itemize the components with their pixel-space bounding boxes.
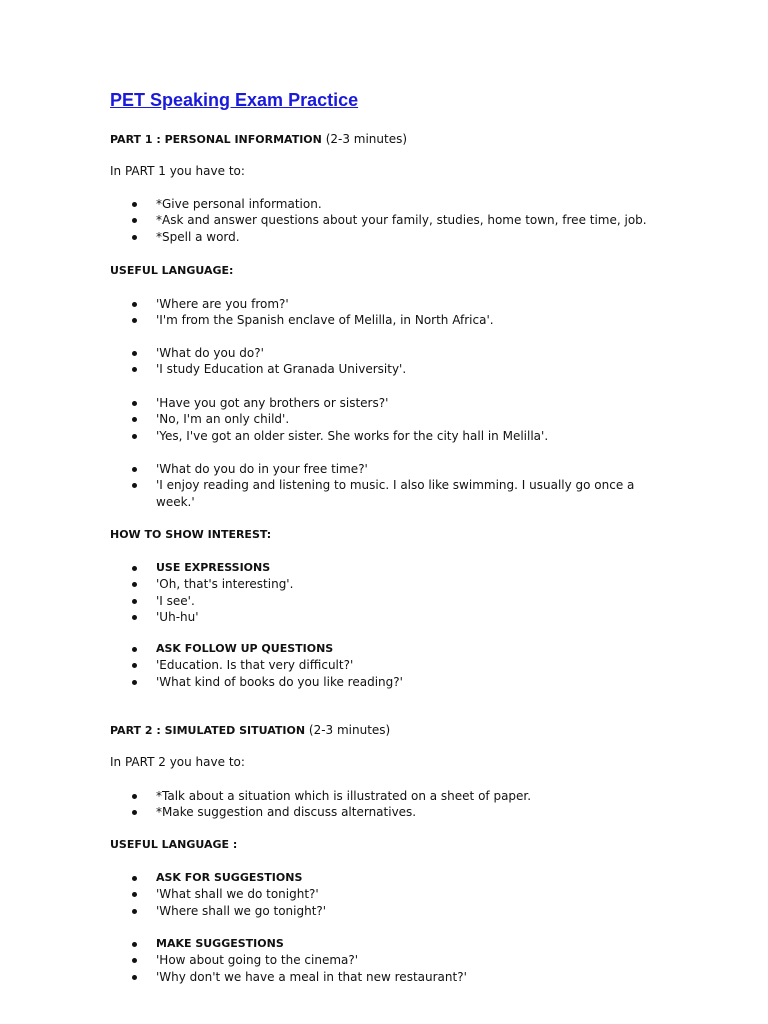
ask-for-suggestions-heading: ASK FOR SUGGESTIONS bbox=[110, 870, 730, 886]
follow-up-questions-list bbox=[110, 641, 730, 690]
part2-intro: In PART 2 you have to: bbox=[110, 755, 245, 769]
list-item: 'I enjoy reading and listening to music. I also like swimming. I usually go once a week.' bbox=[110, 477, 670, 510]
part1-heading-line bbox=[110, 131, 407, 148]
part1-task-list bbox=[110, 196, 730, 245]
part1-intro: In PART 1 you have to: bbox=[110, 164, 245, 178]
list-item: 'Education. Is that very difficult?' bbox=[110, 657, 730, 673]
use-expressions-list bbox=[110, 560, 730, 626]
list-item: 'Uh-hu' bbox=[110, 609, 730, 625]
part1-language-group-4 bbox=[110, 461, 670, 510]
part1-language-group-3 bbox=[110, 395, 730, 444]
list-item: 'Oh, that's interesting'. bbox=[110, 576, 730, 592]
interest-heading: HOW TO SHOW INTEREST: bbox=[110, 528, 272, 541]
list-item: 'No, I'm an only child'. bbox=[110, 411, 730, 427]
list-item: 'What shall we do tonight?' bbox=[110, 886, 730, 902]
part1-heading: PART 1 : PERSONAL INFORMATION bbox=[110, 133, 322, 146]
list-item: *Make suggestion and discuss alternatives. bbox=[110, 804, 730, 820]
list-item: 'Yes, I've got an older sister. She works for the city hall in Melilla'. bbox=[110, 428, 730, 444]
list-item: 'How about going to the cinema?' bbox=[110, 952, 730, 968]
list-item: 'Where are you from?' bbox=[110, 296, 730, 312]
ask-for-suggestions-list bbox=[110, 870, 730, 919]
make-suggestions-list bbox=[110, 936, 730, 985]
list-item: 'What do you do in your free time?' bbox=[110, 461, 670, 477]
list-item: 'I'm from the Spanish enclave of Melilla, in North Africa'. bbox=[110, 312, 730, 328]
list-item: *Ask and answer questions about your family, studies, home town, free time, job. bbox=[110, 212, 730, 228]
list-item: 'Why don't we have a meal in that new restaurant?' bbox=[110, 969, 730, 985]
list-item: 'Have you got any brothers or sisters?' bbox=[110, 395, 730, 411]
part2-heading-line bbox=[110, 722, 390, 739]
list-item: 'I see'. bbox=[110, 593, 730, 609]
part2-task-list bbox=[110, 788, 730, 821]
list-item: *Talk about a situation which is illustrated on a sheet of paper. bbox=[110, 788, 730, 804]
page-title: PET Speaking Exam Practice bbox=[110, 90, 359, 110]
part1-language-group-1 bbox=[110, 296, 730, 329]
list-item: 'Where shall we go tonight?' bbox=[110, 903, 730, 919]
follow-up-questions-heading: ASK FOLLOW UP QUESTIONS bbox=[110, 641, 730, 657]
part2-useful-language-heading: USEFUL LANGUAGE : bbox=[110, 838, 238, 851]
part1-useful-language-heading: USEFUL LANGUAGE: bbox=[110, 264, 234, 277]
part2-heading: PART 2 : SIMULATED SITUATION bbox=[110, 724, 306, 737]
make-suggestions-heading: MAKE SUGGESTIONS bbox=[110, 936, 730, 952]
part2-duration: (2-3 minutes) bbox=[308, 723, 391, 737]
part1-language-group-2 bbox=[110, 345, 730, 378]
list-item: 'I study Education at Granada University'. bbox=[110, 361, 730, 377]
use-expressions-heading: USE EXPRESSIONS bbox=[110, 560, 730, 576]
list-item: *Give personal information. bbox=[110, 196, 730, 212]
list-item: 'What do you do?' bbox=[110, 345, 730, 361]
list-item: 'What kind of books do you like reading?' bbox=[110, 674, 730, 690]
list-item: *Spell a word. bbox=[110, 229, 730, 245]
part1-duration: (2-3 minutes) bbox=[325, 132, 408, 146]
